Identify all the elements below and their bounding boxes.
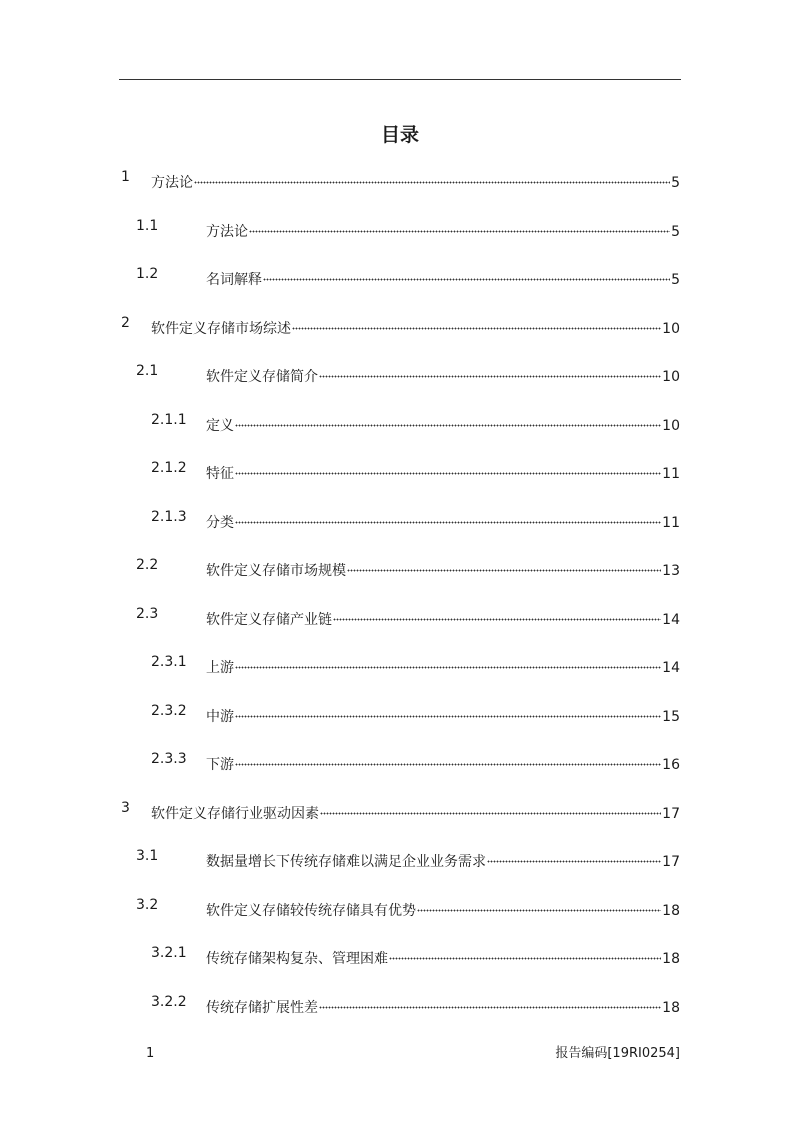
toc-entry-title: 软件定义存储市场规模: [206, 563, 346, 579]
toc-entry-page: 18: [662, 951, 680, 967]
toc-entry-title: 软件定义存储市场综述: [151, 321, 291, 337]
toc-entry[interactable]: [0, 604, 800, 628]
toc-dot-leader: [235, 507, 661, 527]
toc-entry-title: 中游: [206, 709, 234, 725]
toc-entry-page: 17: [662, 806, 680, 822]
toc-dot-leader: [235, 410, 661, 430]
toc-entry-page: 10: [662, 321, 680, 337]
toc-entry[interactable]: [0, 701, 800, 725]
toc-entry-title: 软件定义存储产业链: [206, 612, 332, 628]
toc-entry-page: 17: [662, 854, 680, 870]
toc-entry-number: 3.2.1: [151, 945, 187, 961]
toc-entry[interactable]: [0, 361, 800, 385]
toc-dot-leader: [319, 992, 661, 1012]
toc-entry[interactable]: [0, 798, 800, 822]
toc-entry[interactable]: [0, 507, 800, 531]
toc-entry[interactable]: [0, 458, 800, 482]
toc-entry-number: 2.3.2: [151, 703, 187, 719]
toc-entry-number: 1.1: [136, 218, 159, 234]
toc-dot-leader: [249, 216, 670, 236]
toc-entry-number: 1.2: [136, 266, 159, 282]
toc-entry-number: 2: [121, 315, 130, 331]
toc-entry-number: 2.1.1: [151, 412, 187, 428]
toc-entry-number: 2.2: [136, 557, 159, 573]
toc-entry-title: 传统存储扩展性差: [206, 1000, 318, 1016]
toc-entry-title: 下游: [206, 757, 234, 773]
footer-page-number: 1: [146, 1046, 155, 1061]
toc-dot-leader: [347, 555, 661, 575]
toc-entry-page: 10: [662, 369, 680, 385]
toc-dot-leader: [320, 798, 661, 818]
toc-entry-page: 10: [662, 418, 680, 434]
toc-entry-number: 2.1: [136, 363, 159, 379]
toc-entry-number: 1: [121, 169, 130, 185]
toc-dot-leader: [235, 458, 661, 478]
toc-entry-title: 名词解释: [206, 272, 262, 288]
toc-entry-title: 软件定义存储较传统存储具有优势: [206, 903, 416, 919]
toc-dot-leader: [194, 167, 670, 187]
toc-entry[interactable]: [0, 216, 800, 240]
toc-dot-leader: [487, 846, 661, 866]
toc-entry-title: 数据量增长下传统存储难以满足企业业务需求: [206, 854, 486, 870]
toc-entry-page: 15: [662, 709, 680, 725]
toc-entry-page: 14: [662, 660, 680, 676]
toc-entry-title: 上游: [206, 660, 234, 676]
toc-entry-page: 18: [662, 1000, 680, 1016]
toc-entry[interactable]: [0, 555, 800, 579]
toc-entry-number: 3: [121, 800, 130, 816]
toc-entry-page: 5: [671, 175, 680, 191]
toc-entry-number: 3.2.2: [151, 994, 187, 1010]
toc-entry[interactable]: [0, 410, 800, 434]
toc-entry[interactable]: [0, 264, 800, 288]
footer-report-code: 报告编码[19RI0254]: [555, 1046, 680, 1061]
toc-dot-leader: [235, 652, 661, 672]
toc-dot-leader: [389, 943, 661, 963]
toc-title: 目录: [380, 124, 419, 146]
toc-dot-leader: [263, 264, 670, 284]
toc-entry-page: 16: [662, 757, 680, 773]
toc-entry-title: 方法论: [151, 175, 193, 191]
toc-entry-number: 2.3.3: [151, 751, 187, 767]
toc-entry-page: 5: [671, 272, 680, 288]
toc-entry-number: 2.1.3: [151, 509, 187, 525]
toc-dot-leader: [319, 361, 661, 381]
toc-entry-number: 3.1: [136, 848, 159, 864]
toc-entry-page: 14: [662, 612, 680, 628]
toc-entry-number: 2.3: [136, 606, 159, 622]
toc-entry-title: 方法论: [206, 224, 248, 240]
toc-entry-number: 2.1.2: [151, 460, 187, 476]
toc-entry-page: 11: [662, 515, 680, 531]
toc-entry[interactable]: [0, 652, 800, 676]
toc-entry-page: 18: [662, 903, 680, 919]
toc-entry[interactable]: [0, 749, 800, 773]
toc-entry-title: 定义: [206, 418, 234, 434]
toc-entry-page: 11: [662, 466, 680, 482]
toc-entry[interactable]: [0, 943, 800, 967]
toc-dot-leader: [235, 749, 661, 769]
toc-entry[interactable]: [0, 313, 800, 337]
toc-entry-title: 软件定义存储行业驱动因素: [151, 806, 319, 822]
header-rule: [119, 79, 681, 80]
toc-entry-title: 传统存储架构复杂、管理困难: [206, 951, 388, 967]
toc-entry[interactable]: [0, 895, 800, 919]
toc-entry-number: 2.3.1: [151, 654, 187, 670]
toc-entry[interactable]: [0, 992, 800, 1016]
toc-entry[interactable]: [0, 846, 800, 870]
toc-entry-page: 5: [671, 224, 680, 240]
toc-dot-leader: [235, 701, 661, 721]
toc-entry-page: 13: [662, 563, 680, 579]
toc-entry-title: 软件定义存储简介: [206, 369, 318, 385]
toc-dot-leader: [417, 895, 661, 915]
toc-entry[interactable]: [0, 167, 800, 191]
toc-dot-leader: [292, 313, 661, 333]
toc-entry-title: 特征: [206, 466, 234, 482]
toc-entry-number: 3.2: [136, 897, 159, 913]
toc-dot-leader: [333, 604, 661, 624]
toc-entry-title: 分类: [206, 515, 234, 531]
